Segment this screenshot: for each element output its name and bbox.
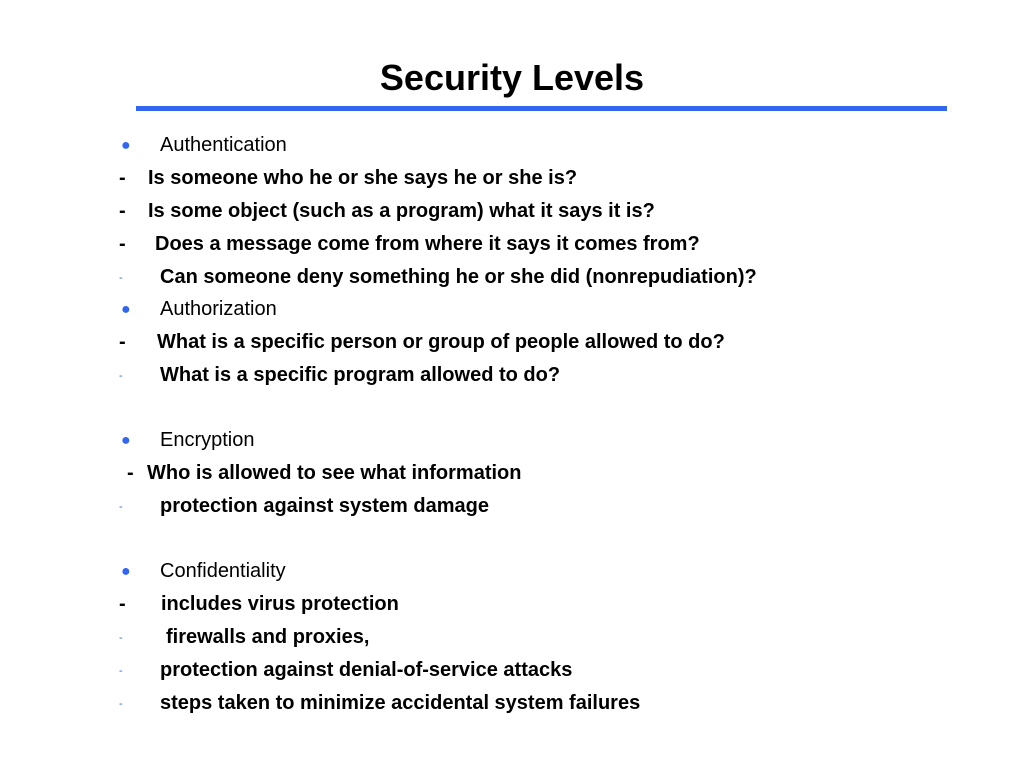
sub-item: steps taken to minimize accidental system failures bbox=[160, 692, 641, 714]
dash-icon: - bbox=[119, 665, 123, 677]
bullet-icon: ● bbox=[121, 137, 131, 154]
sub-item: Does a message come from where it says it comes from? bbox=[155, 233, 700, 255]
dash-icon: - bbox=[119, 501, 123, 513]
bullet-icon: ● bbox=[121, 301, 131, 318]
sub-item: Is someone who he or she says he or she is? bbox=[148, 167, 578, 189]
sub-item: includes virus protection bbox=[161, 593, 399, 615]
sub-item: What is a specific program allowed to do? bbox=[160, 364, 561, 386]
dash-icon: - bbox=[119, 167, 126, 189]
sub-item: protection against denial-of-service attacks bbox=[160, 659, 573, 681]
sub-item: Can someone deny something he or she did (nonrepudiation)? bbox=[160, 266, 757, 288]
slide-title: Security Levels bbox=[379, 57, 645, 98]
sub-item: protection against system damage bbox=[160, 495, 489, 517]
dash-icon: - bbox=[119, 698, 123, 710]
bullet-icon: ● bbox=[121, 432, 131, 449]
dash-icon: - bbox=[127, 462, 134, 484]
bullet-heading-confidentiality: Confidentiality bbox=[160, 560, 286, 582]
sub-item: What is a specific person or group of people allowed to do? bbox=[157, 331, 725, 353]
dash-icon: - bbox=[119, 331, 126, 353]
dash-icon: - bbox=[119, 272, 123, 284]
title-underline bbox=[136, 106, 947, 111]
dash-icon: - bbox=[119, 233, 126, 255]
sub-item: Who is allowed to see what information bbox=[147, 462, 522, 484]
bullet-heading-encryption: Encryption bbox=[160, 429, 255, 451]
dash-icon: - bbox=[119, 632, 123, 644]
bullet-icon: ● bbox=[121, 563, 131, 580]
dash-icon: - bbox=[119, 370, 123, 382]
bullet-heading-authentication: Authentication bbox=[160, 134, 287, 156]
sub-item: firewalls and proxies, bbox=[166, 626, 370, 648]
dash-icon: - bbox=[119, 593, 126, 615]
bullet-heading-authorization: Authorization bbox=[160, 298, 277, 320]
dash-icon: - bbox=[119, 200, 126, 222]
sub-item: Is some object (such as a program) what it says it is? bbox=[148, 200, 655, 222]
